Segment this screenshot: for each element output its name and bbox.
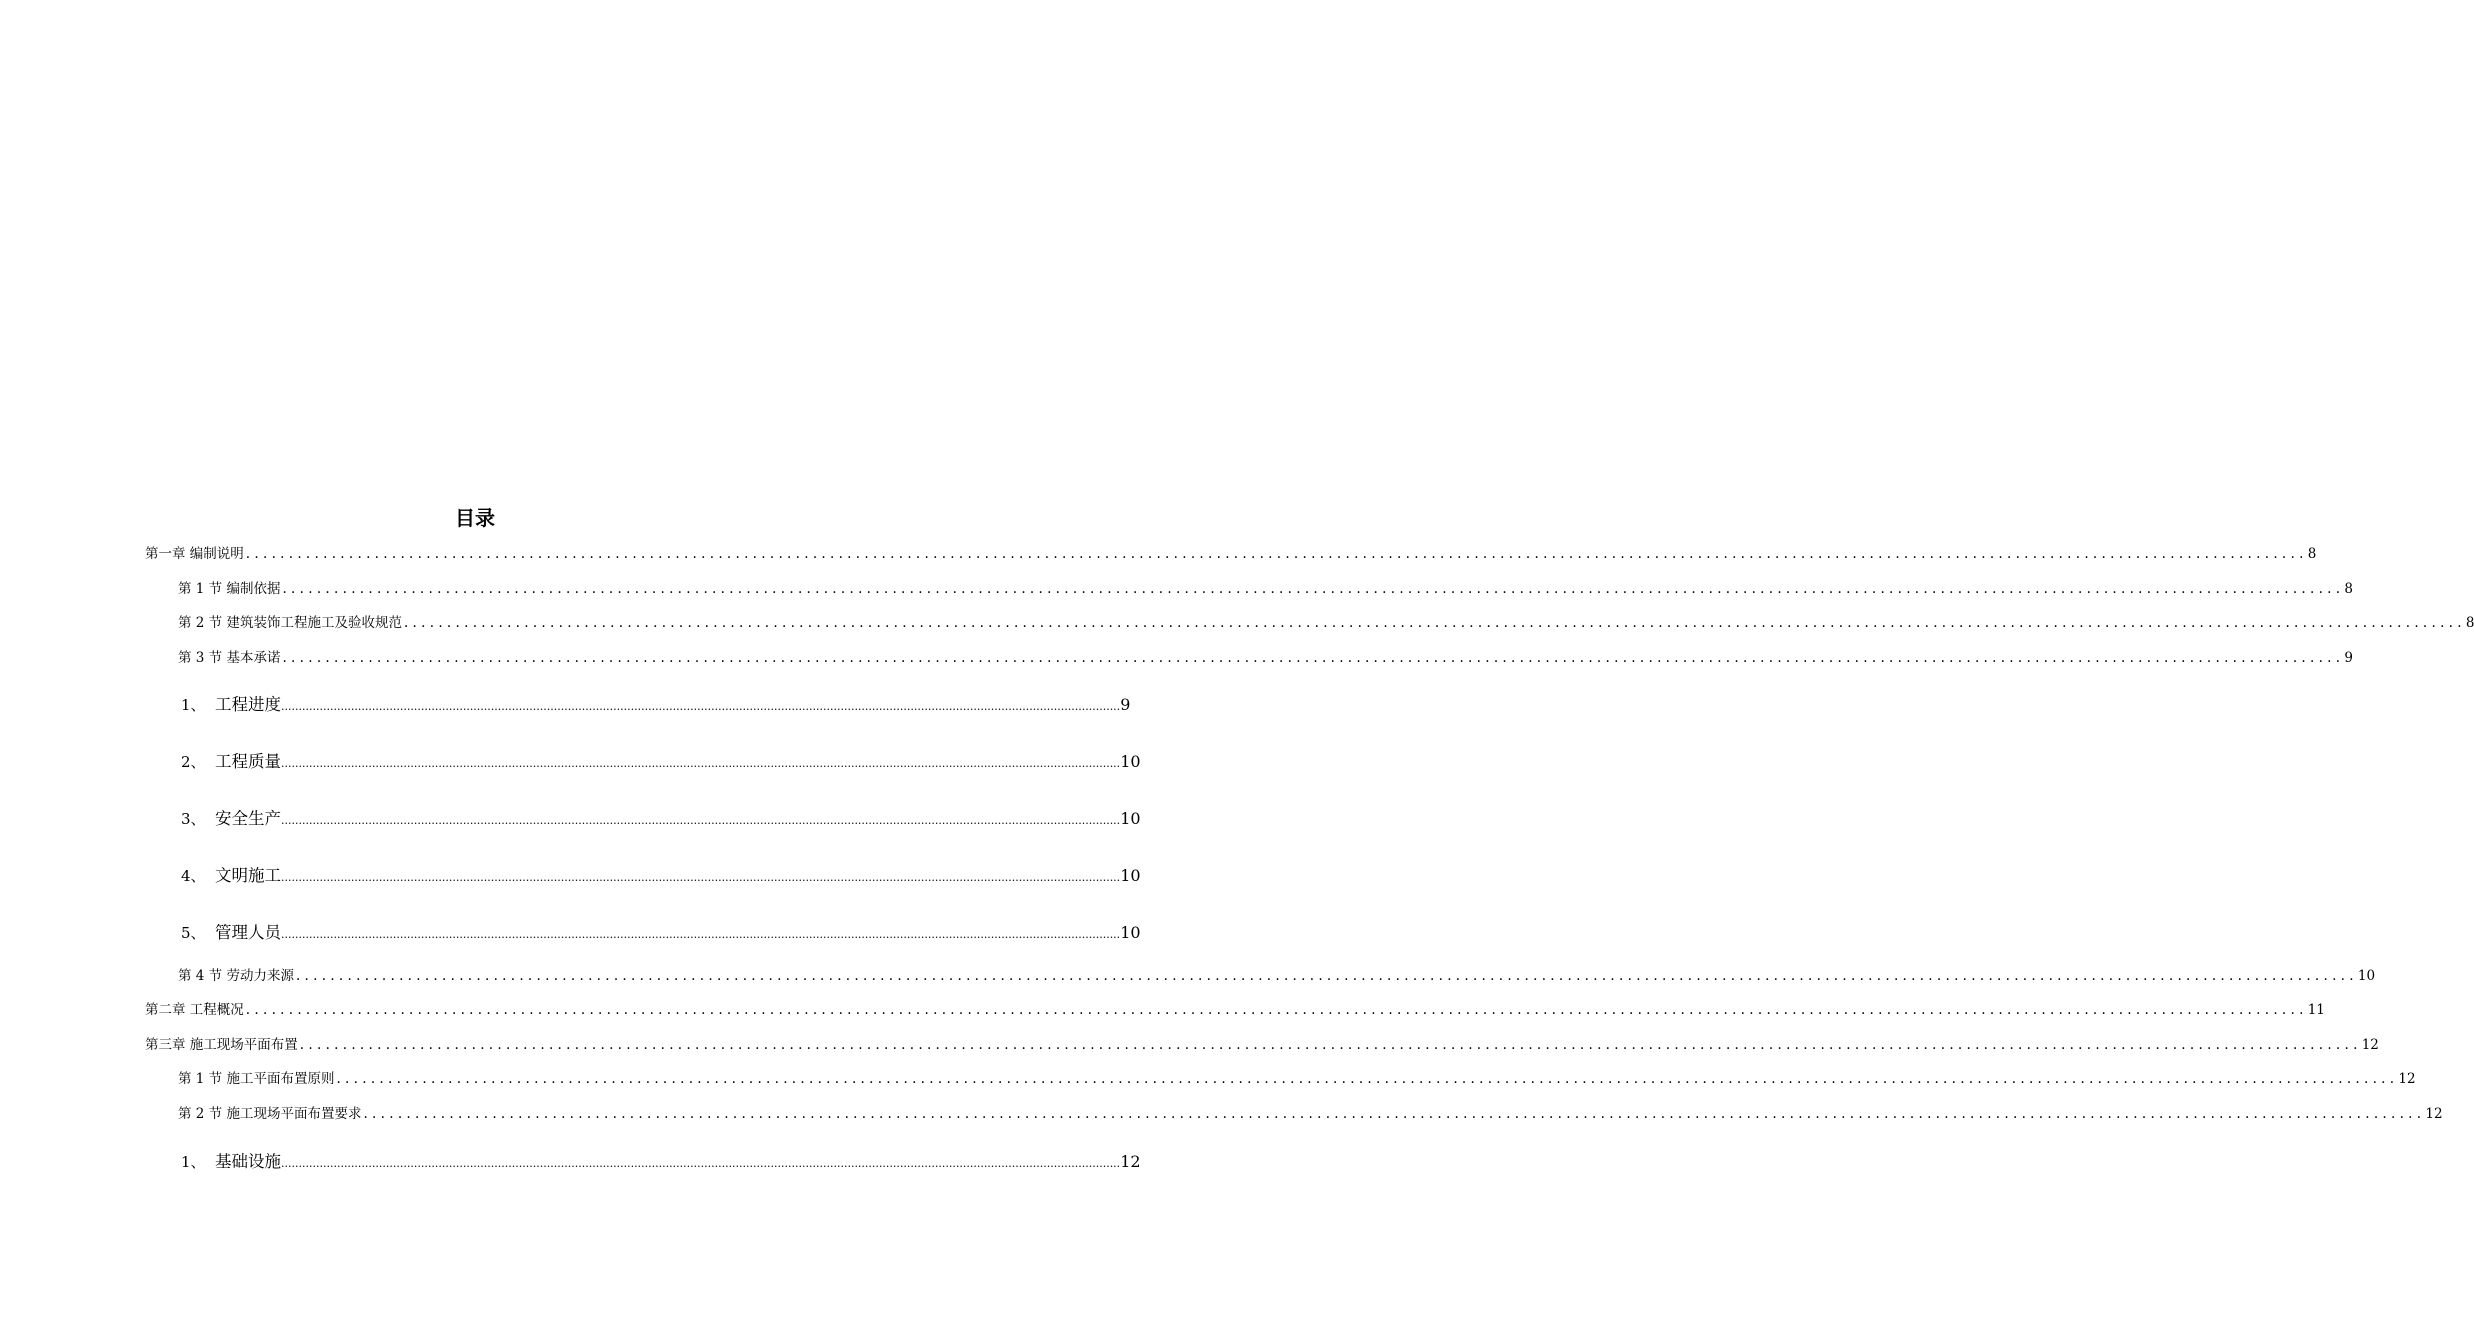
toc-entry-page: 8 — [2307, 546, 2317, 562]
toc-leader-dots: ................................................................................................................................................................................................................................................ — [281, 700, 1121, 713]
toc-entry-label: 第 1 节 施工平面布置原则 — [178, 1071, 335, 1087]
toc-entry-number: 1、 — [181, 696, 206, 714]
toc-entry-page: 12 — [2425, 1106, 2443, 1122]
toc-entry-number: 4、 — [181, 867, 206, 885]
toc-entry-item-4[interactable] — [181, 864, 1141, 890]
toc-leader-dots: ................................................................................................................................................................................................................................................ — [295, 968, 2358, 984]
toc-leader-dots: ................................................................................................................................................................................................................................................ — [281, 1157, 1121, 1170]
toc-entry-label-group — [181, 1150, 281, 1174]
toc-entry-page: 10 — [2357, 968, 2376, 984]
toc-entry-chapter-1[interactable] — [145, 544, 2317, 564]
toc-leader-dots: ................................................................................................................................................................................................................................................ — [403, 615, 2466, 631]
toc-entry-page: 10 — [1120, 752, 1141, 771]
toc-entry-section-3-2[interactable] — [178, 1104, 2443, 1124]
toc-leader-dots: ................................................................................................................................................................................................................................................ — [282, 650, 2345, 666]
toc-entry-page: 8 — [2344, 581, 2353, 597]
toc-entry-label-group — [181, 693, 281, 717]
toc-leader-dots: ................................................................................................................................................................................................................................................ — [282, 581, 2345, 597]
toc-entry-section-1-1[interactable] — [178, 579, 2353, 599]
toc-entry-page: 9 — [2344, 650, 2353, 666]
toc-entry-label: 工程质量 — [215, 752, 281, 771]
toc-leader-dots: ................................................................................................................................................................................................................................................ — [281, 757, 1121, 770]
toc-entry-label: 工程进度 — [215, 695, 281, 714]
toc-leader-dots: ................................................................................................................................................................................................................................................ — [363, 1106, 2426, 1122]
toc-entry-page: 8 — [2465, 615, 2474, 631]
toc-entry-label: 第 4 节 劳动力来源 — [178, 968, 294, 984]
toc-entry-section-1-3[interactable] — [178, 648, 2353, 668]
toc-entry-page: 10 — [1120, 866, 1141, 885]
toc-entry-item-2[interactable] — [181, 750, 1141, 776]
toc-entry-chapter-3[interactable] — [145, 1035, 2379, 1055]
toc-entry-page: 9 — [1120, 695, 1131, 714]
toc-entry-section-3-1[interactable] — [178, 1069, 2416, 1089]
toc-entry-label: 第一章 编制说明 — [145, 546, 244, 562]
toc-entry-section-1-2[interactable] — [178, 613, 2474, 633]
toc-entry-label: 文明施工 — [215, 866, 281, 885]
toc-entry-page: 10 — [1120, 809, 1141, 828]
toc-entry-number: 2、 — [181, 753, 206, 771]
toc-entry-label: 第三章 施工现场平面布置 — [145, 1037, 298, 1053]
toc-entry-number: 5、 — [181, 924, 206, 942]
toc-entry-section-1-4[interactable] — [178, 966, 2376, 986]
toc-entry-label-group — [181, 750, 281, 774]
toc-leader-dots: ................................................................................................................................................................................................................................................ — [336, 1071, 2399, 1087]
toc-entry-item-3[interactable] — [181, 807, 1141, 833]
toc-entry-label: 管理人员 — [215, 923, 281, 942]
toc-entry-label-group — [181, 807, 281, 831]
toc-entry-label-group — [181, 864, 281, 888]
toc-entry-label: 第 2 节 建筑装饰工程施工及验收规范 — [178, 615, 402, 631]
toc-entry-number: 3、 — [181, 810, 206, 828]
toc-entry-item-1[interactable] — [181, 693, 1131, 719]
toc-entry-chapter-2[interactable] — [145, 1000, 2325, 1020]
toc-leader-dots: ................................................................................................................................................................................................................................................ — [245, 546, 2308, 562]
toc-title: 目录 — [455, 506, 495, 530]
toc-entry-item-3-2-1[interactable] — [181, 1150, 1141, 1176]
toc-entry-item-5[interactable] — [181, 921, 1141, 947]
toc-leader-dots: ................................................................................................................................................................................................................................................ — [281, 814, 1121, 827]
toc-entry-page: 10 — [1120, 923, 1141, 942]
toc-entry-page: 12 — [2398, 1071, 2416, 1087]
toc-entry-label: 安全生产 — [215, 809, 281, 828]
toc-leader-dots: ................................................................................................................................................................................................................................................ — [281, 928, 1121, 941]
toc-entry-label: 基础设施 — [215, 1152, 281, 1171]
toc-entry-page: 11 — [2307, 1002, 2325, 1018]
toc-entry-label: 第二章 工程概况 — [145, 1002, 244, 1018]
toc-entry-number: 1、 — [181, 1153, 206, 1171]
toc-entry-label: 第 2 节 施工现场平面布置要求 — [178, 1106, 362, 1122]
toc-leader-dots: ................................................................................................................................................................................................................................................ — [281, 871, 1121, 884]
toc-entry-label: 第 3 节 基本承诺 — [178, 650, 281, 666]
toc-entry-label-group — [181, 921, 281, 945]
toc-leader-dots: ................................................................................................................................................................................................................................................ — [245, 1002, 2308, 1018]
toc-entry-label: 第 1 节 编制依据 — [178, 581, 281, 597]
toc-entry-page: 12 — [2361, 1037, 2379, 1053]
toc-leader-dots: ................................................................................................................................................................................................................................................ — [299, 1037, 2362, 1053]
toc-entry-page: 12 — [1120, 1152, 1141, 1171]
